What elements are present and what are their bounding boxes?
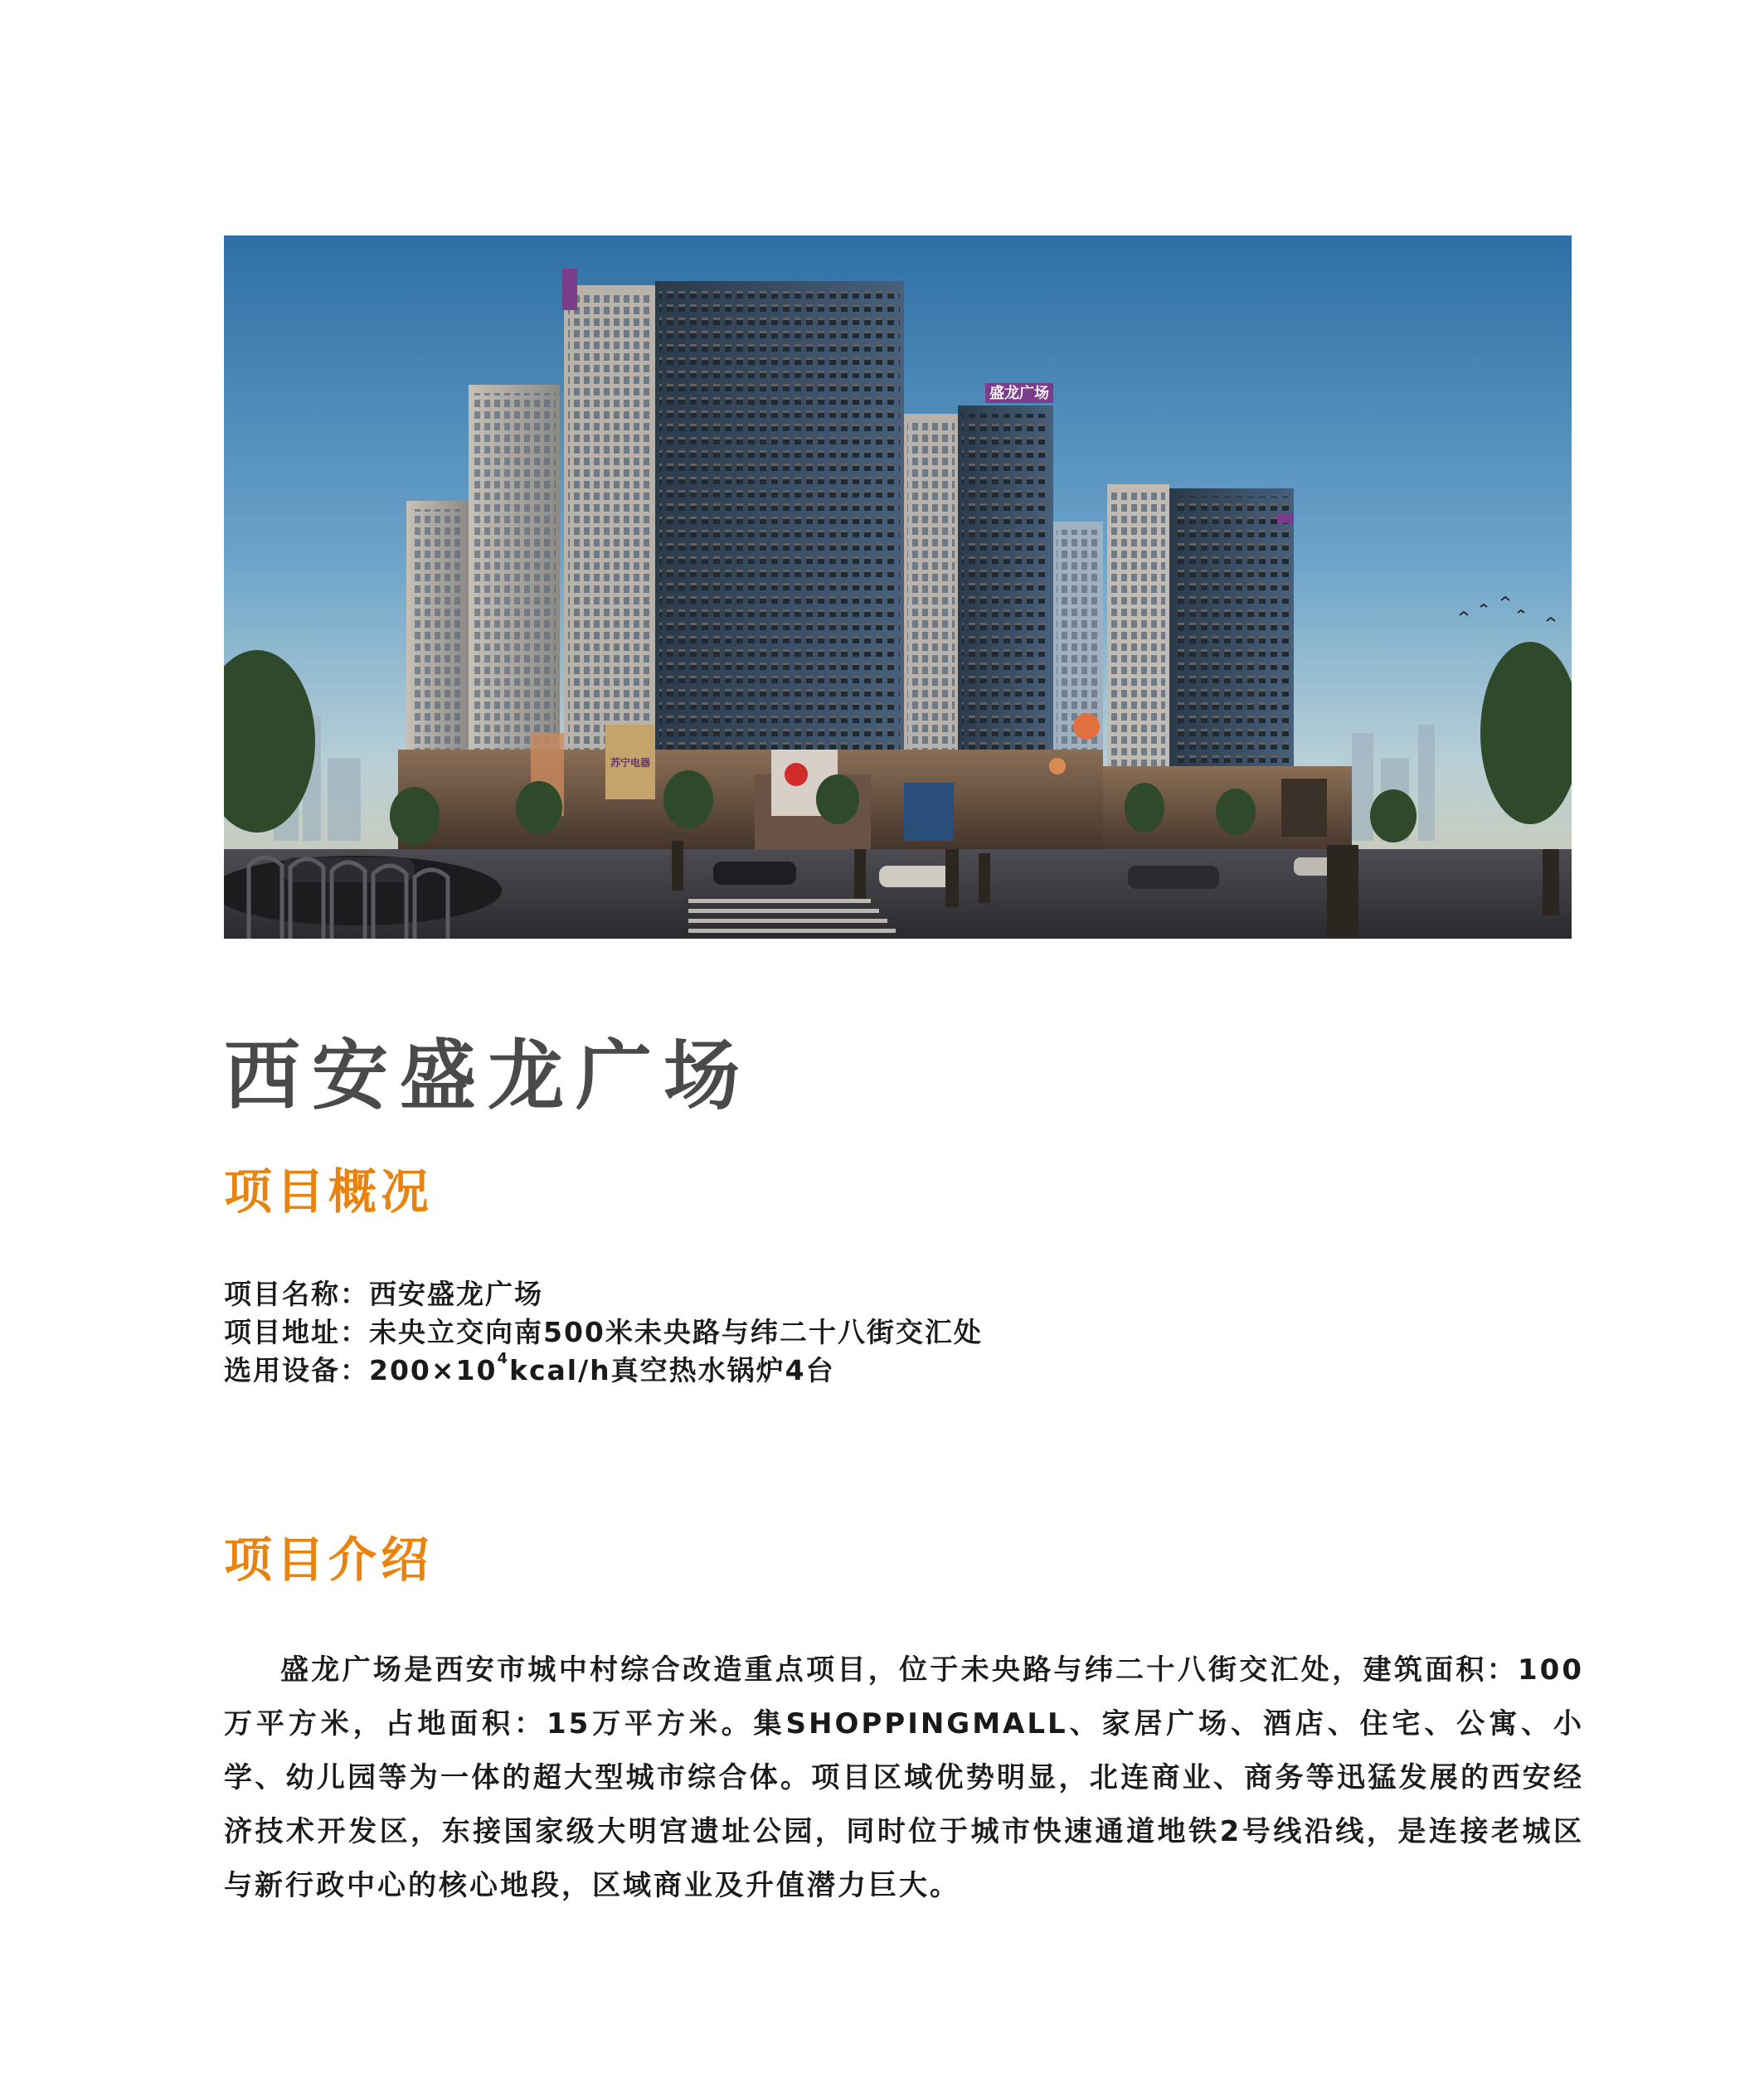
project-info-list — [224, 1275, 983, 1390]
info-label-address: 项目地址： — [224, 1316, 369, 1348]
info-label-equipment: 选用设备： — [224, 1354, 369, 1386]
intro-heading: 项目介绍 — [224, 1532, 434, 1588]
hero-sign-store: 苏宁电器 — [610, 757, 651, 769]
overview-heading: 项目概况 — [224, 1163, 434, 1220]
page-title: 西安盛龙广场 — [224, 1032, 752, 1120]
hero-sign-main: 盛龙广场 — [989, 385, 1049, 402]
info-row-address — [224, 1313, 983, 1352]
info-value-address: 未央立交向南500米未央路与纬二十八街交汇处 — [369, 1316, 983, 1348]
info-label-name: 项目名称： — [224, 1278, 369, 1310]
info-row-name — [224, 1275, 983, 1313]
info-row-equipment — [224, 1352, 983, 1390]
hero-rendering-image — [224, 235, 1572, 939]
intro-paragraph: 盛龙广场是西安市城中村综合改造重点项目，位于未央路与纬二十八街交汇处，建筑面积：100万平方米，占地面积：15万平方米。集SHOPPINGMALL、家居广场、酒店、住宅、公寓、小学、幼儿园等为一体的超大型城市综合体。项目区域优势明显，北连商业、商务等迅猛发展的西安经济技术开发区，东接国家级大明宫遗址公园，同时位于城市快速通道地铁2号线沿线，是连接老城区与新行政中心的核心地段，区域商业及升值潜力巨大。 — [224, 1653, 1584, 1902]
info-value-equipment-exponent: 4 — [497, 1350, 509, 1367]
info-value-name: 西安盛龙广场 — [369, 1278, 543, 1310]
info-value-equipment-pre: 200×10 — [369, 1354, 498, 1386]
info-value-equipment-post: kcal/h真空热水锅炉4台 — [509, 1354, 835, 1386]
